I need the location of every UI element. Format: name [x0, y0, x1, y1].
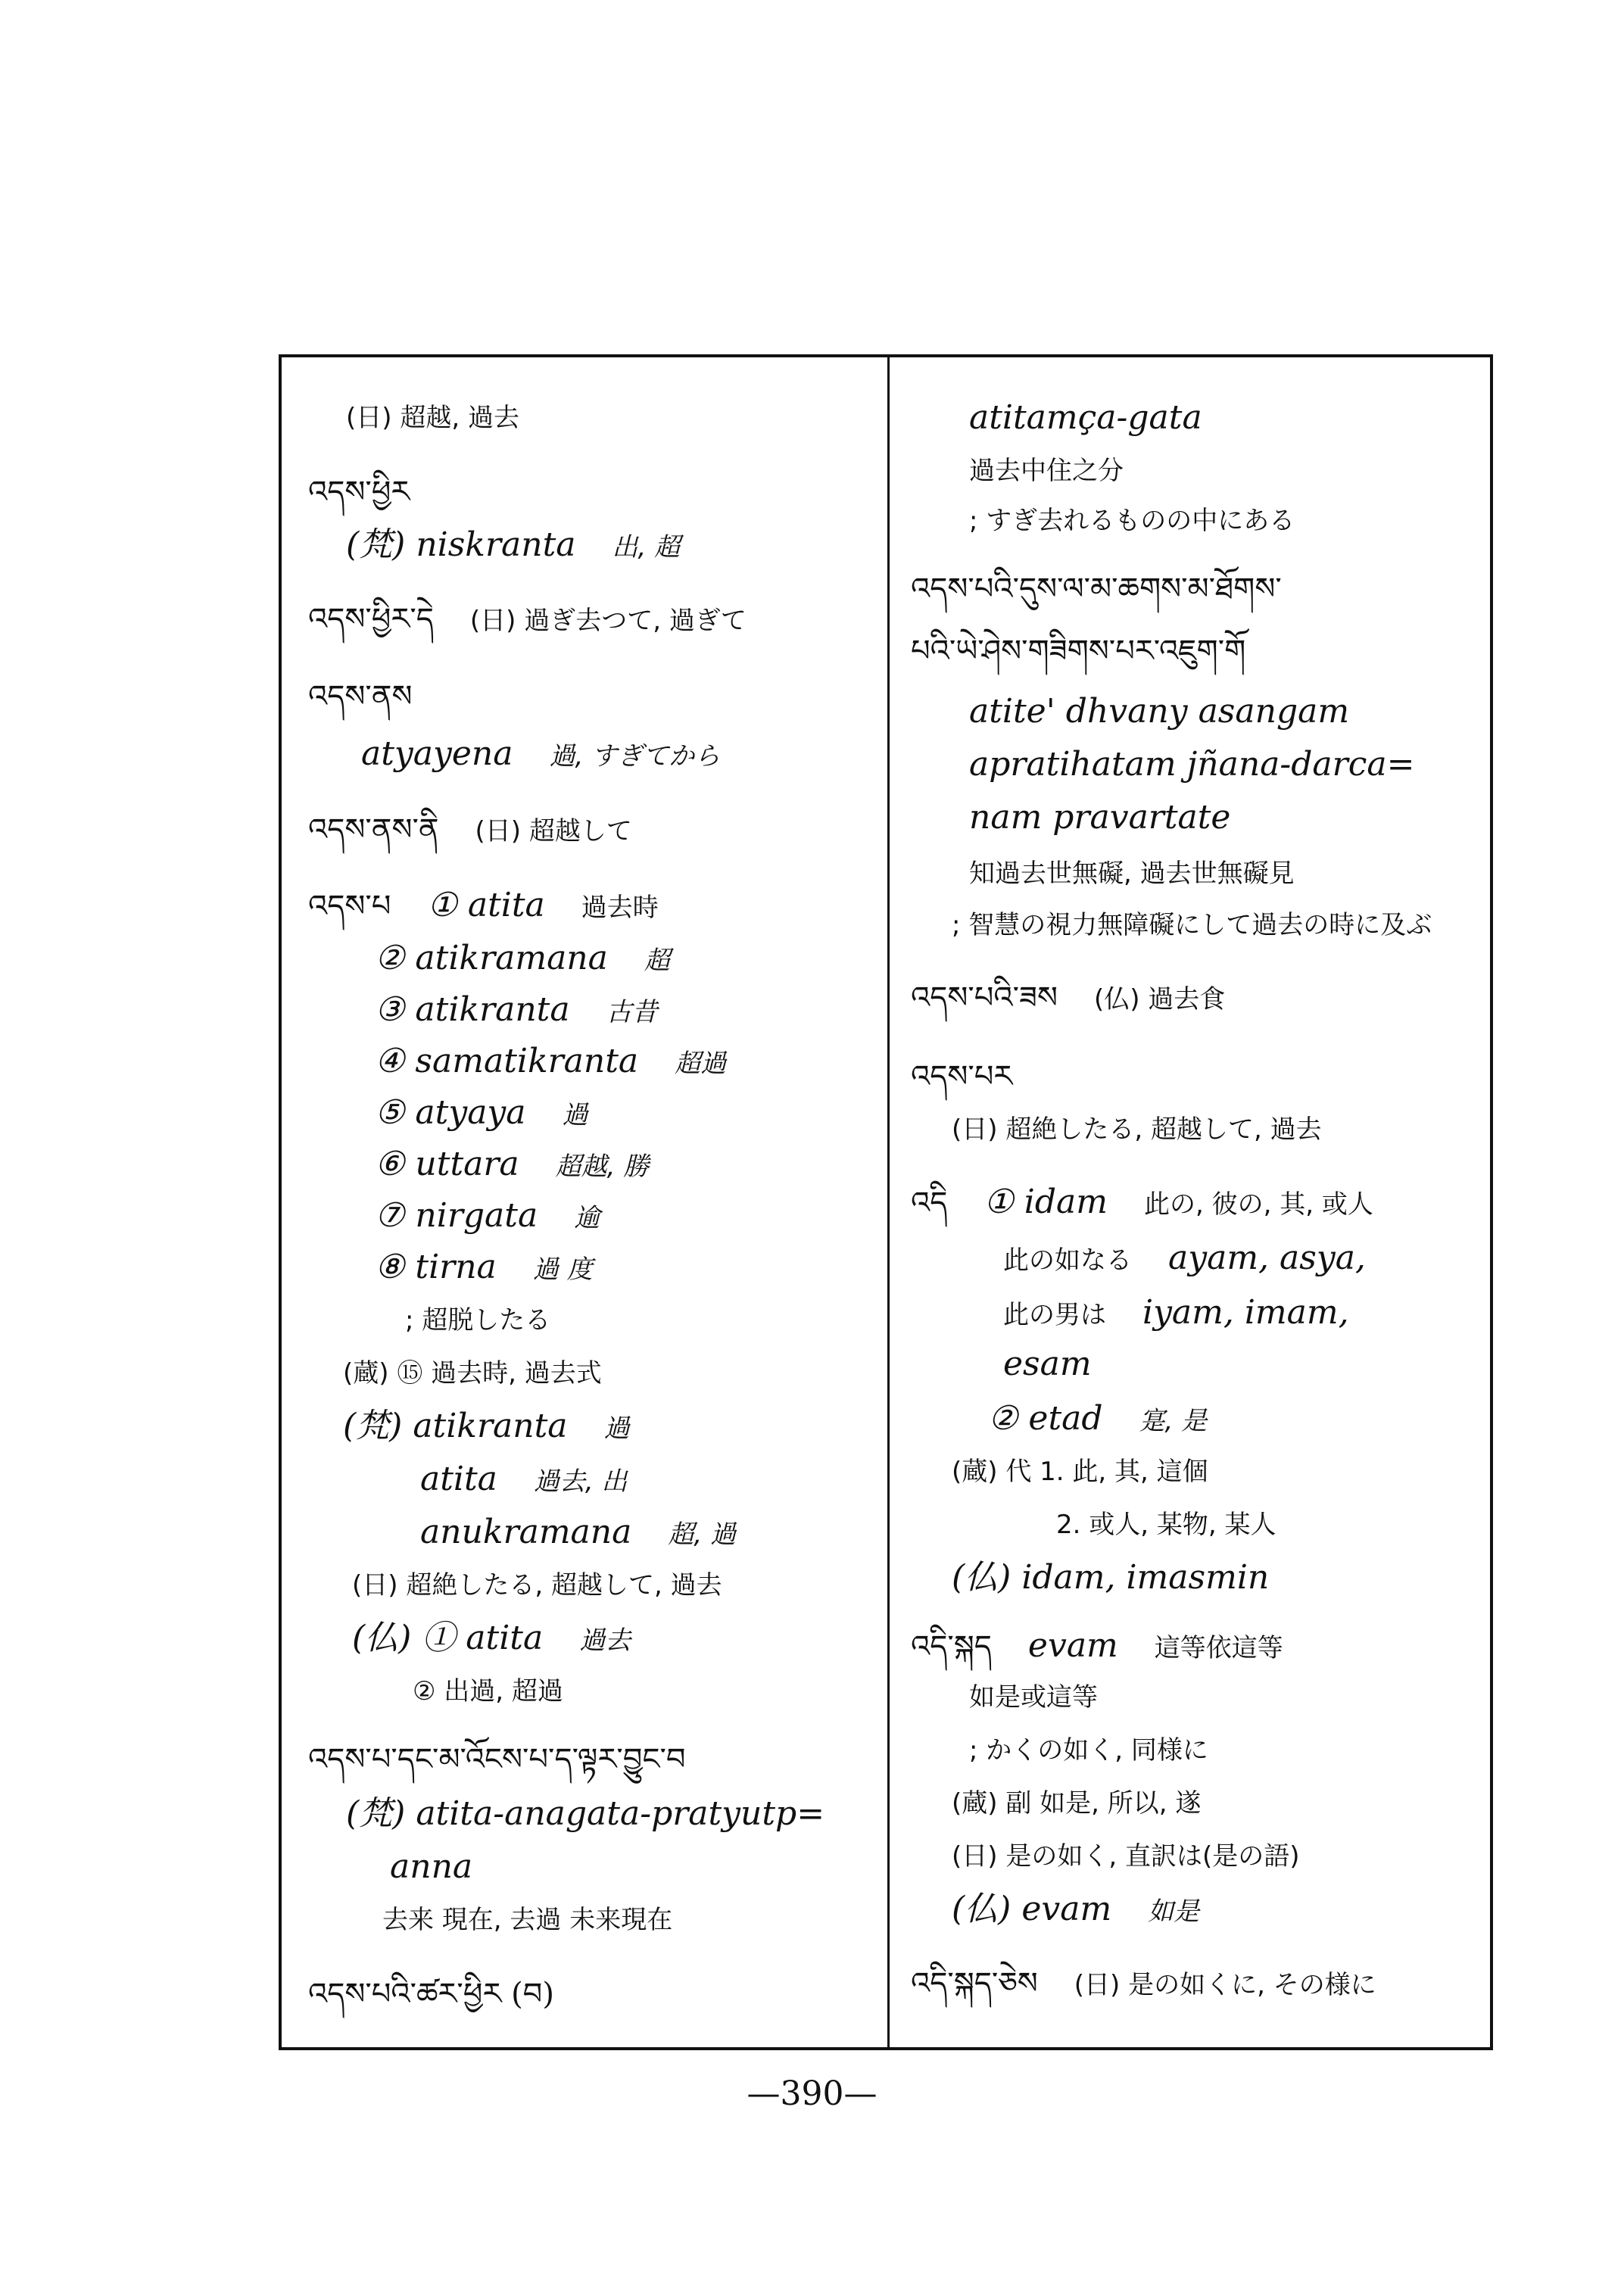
tibetan-headword: འདས་པ ① atita 過去時: [308, 886, 659, 924]
entry-line: (蔵) 代 1. 此, 其, 這個: [952, 1457, 1208, 1487]
entry-line: (日) 超絶したる, 超越して, 過去: [952, 1114, 1322, 1145]
tibetan-headword: འདི་སྐད་ཅེས (日) 是の如くに, その様に: [911, 1966, 1376, 2001]
entry-line: (日) 超絶したる, 超越して, 過去: [352, 1570, 722, 1601]
tibetan-headword: འདས་ནས: [308, 679, 413, 714]
entry-line: 2. 或人, 某物, 某人: [1056, 1510, 1276, 1540]
entry-line: ⑦ nirgata 逾: [375, 1196, 600, 1235]
entry-line: ; 智慧の視力無障礙にして過去の時に及ぶ: [952, 910, 1432, 940]
entry-line: ④ samatikranta 超過: [375, 1042, 727, 1080]
tibetan-headword: འདི ① idam 此の, 彼の, 其, 或人: [911, 1183, 1373, 1221]
tibetan-headword: འདས་ནས་ནི (日) 超越して: [308, 812, 632, 847]
entry-line: 去来 現在, 去過 未来現在: [382, 1905, 673, 1935]
entry-line: atite' dhvany asangam: [969, 692, 1350, 731]
tibetan-headword: འདས་པའི་ཟས (仏) 過去食: [911, 980, 1226, 1015]
entry-line: 此の如なる ayam, asya,: [1003, 1239, 1366, 1277]
entry-line: 此の男は iyam, imam,: [1003, 1293, 1349, 1332]
entry-line: ⑥ uttara 超越, 勝: [375, 1145, 650, 1183]
entry-line: (仏) ① atita 過去: [352, 1619, 631, 1657]
entry-line: ; かくの如く, 同様に: [969, 1735, 1208, 1766]
entry-line: (蔵) ⑮ 過去時, 過去式: [343, 1358, 602, 1389]
tibetan-headword: འདས་ཕྱིར་དེ (日) 過ぎ去つて, 過ぎて: [308, 602, 747, 637]
tibetan-headword: འདས་པ་དང་མ་འོངས་པ་ད་ལྟར་བྱུང་བ: [308, 1742, 686, 1777]
entry-line: apratihatam jñana-darca=: [969, 745, 1415, 784]
tibetan-headword: འདས་པའི་ཚར་ཕྱིར (བ): [308, 1977, 554, 2012]
entry-line: 如是或這等: [969, 1682, 1098, 1713]
entry-line: 知過去世無礙, 過去世無礙見: [969, 859, 1295, 889]
entry-line: (仏) idam, imasmin: [952, 1558, 1270, 1597]
tibetan-headword: པའི་ཡེ་ཤེས་གཟིགས་པར་འཇུག་གོ: [911, 634, 1246, 669]
entry-line: atyayena 過, すぎてから: [361, 734, 721, 773]
entry-line: (日) 是の如く, 直訳は(是の語): [952, 1841, 1300, 1872]
entry-line: anna: [390, 1847, 473, 1886]
entry-line: (蔵) 副 如是, 所以, 遂: [952, 1788, 1202, 1819]
entry-line: ② 出過, 超過: [413, 1676, 563, 1706]
column-divider: [887, 356, 890, 2049]
tibetan-headword: འདས་པར: [911, 1059, 1013, 1094]
entry-line: esam: [1003, 1345, 1092, 1383]
entry-line: (仏) evam 如是: [952, 1890, 1200, 1928]
entry-line: (日) 超越, 過去: [346, 403, 519, 433]
tibetan-headword: འདས་ཕྱིར: [308, 475, 410, 510]
entry-line: atita 過去, 出: [420, 1460, 628, 1498]
entry-line: anukramana 超, 過: [420, 1513, 736, 1551]
entry-line: (梵) niskranta 出, 超: [346, 525, 681, 564]
entry-line: atitamça-gata: [969, 398, 1202, 437]
tibetan-headword: འདི་སྐད evam 這等依這等: [911, 1626, 1283, 1665]
entry-line: (梵) atikranta 過: [343, 1407, 630, 1445]
entry-line: ; 超脱したる: [405, 1305, 551, 1336]
entry-line: ③ atikranta 古昔: [375, 990, 658, 1029]
entry-line: nam pravartate: [969, 798, 1231, 837]
entry-line: ② etad 寔, 是: [988, 1399, 1208, 1438]
tibetan-headword: འདས་པའི་དུས་ལ་མ་ཆགས་མ་ཐོགས་: [911, 572, 1282, 606]
entry-line: (梵) atita-anagata-pratyutp=: [346, 1794, 825, 1833]
entry-line: ; すぎ去れるものの中にある: [969, 506, 1295, 536]
entry-line: ⑤ atyaya 過: [375, 1093, 588, 1132]
entry-line: ② atikramana 超: [375, 939, 670, 977]
entry-line: ⑧ tirna 過 度: [375, 1248, 593, 1286]
entry-line: 過去中住之分: [969, 456, 1124, 486]
page-number: —390—: [747, 2074, 877, 2113]
